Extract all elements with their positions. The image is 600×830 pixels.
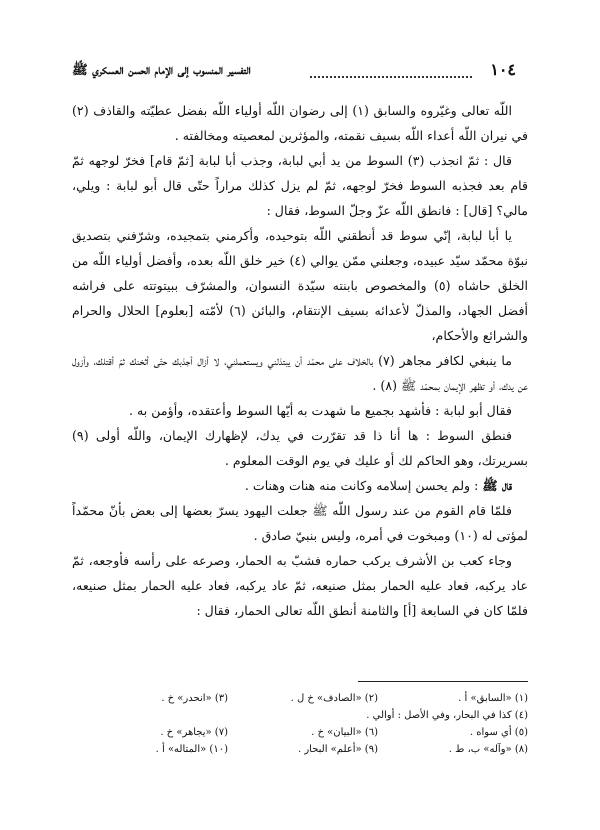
paragraph: فنطق السوط : ها أنا ذا قد تقرّرت في يدك، لإظهارك الإيمان، واللّه أولى (٩) بسريرتك، وهو الحاكم لك أو عليك في يوم الوقت المعلوم . [72,428,528,468]
footnote-separator [358,681,528,682]
footnote: (٢) «الصادف» خ ل . [290,693,378,704]
footnote: (٤) كذا في البحار، وفي الأصل : أوالي . [366,710,528,721]
paragraph-bold-lead [72,473,528,498]
footnote: (٦) «البيان» خ . [311,727,378,738]
footnote: (٣) «انحدر» خ . [161,693,228,704]
footnotes [72,690,528,758]
paragraph: يا أبا لبابة، إنّي سوط قد أنطقني اللّه بتوحيده، وأكرمني بتمجيده، وشرّفني بتصديق نبوّة محمّد سيّد عبيده، وجعلني ممّن يوالي (٤) خير خلق اللّه بعده، وأفضل أولياء اللّه من الخلق حاشاه (٥) والمخصوص بابنته سيّدة النسوان، والمشرّف ببيتوتته على فراشه أفضل الجهاد، والمذلّ لأعدائه بسيف الإنتقام، والبائن (٦) لأمّته [بعلوم] الحلال والحرام والشرائع والأحكام، [72,228,528,343]
footnote-row [72,724,528,741]
main-text [72,98,528,623]
footnote-row [72,707,528,724]
header-dotted-rule [310,76,472,78]
footnote: (٩) «أعلم» البحار . [297,744,378,755]
footnote: (٥) أي سواه . [469,727,528,738]
paragraph: فلمّا قام القوم من عند رسول اللّه ﷺ جعلت اليهود يسرّ بعضها إلى بعض بأنّ محمّداً لمؤتى له (١٠) ومبخوت في أمره، وليس بنبيّ صادق . [72,503,528,543]
paragraph: قال : ثمّ انجذب (٣) السوط من يد أبي لبابة، وجذب أبا لبابة [ثمّ قام] فخرّ لوجهه ثمّ قام بعد فجذبه السوط فخرّ لوجهه، ثمّ لم يزل كذلك مراراً حتّى قال أبو لبابة : ويلي، مالي؟ [قال] : فانطق اللّه عزّ وجلّ السوط، فقال : [72,153,528,218]
footnote: (١) «السابق» أ . [458,693,528,704]
paragraph: اللّه تعالى وغيّروه والسابق (١) إلى رضوان اللّه أولياء اللّه بفضل عطيّته والقاذف (٢) في نيران اللّه أعداء اللّه بسيف نقمته، والمؤثرين لمعصيته ومخالفته . [72,103,528,143]
paragraph: ما ينبغي لكافر مجاهر (٧) بالخلاف على محمّد أن يبتذلني ويستعملني، لا أزال أجذبك حتّى أثخنك ثمّ أقتلك، وأزول عن يدك، أو تظهر الإيمان بمحمّد ﷺ (٨) . [72,353,528,393]
paragraph-rest: : ولم يحسن إسلامه وكانت منه هنات وهنات . [244,478,483,493]
footnote: (١٠) «المتاله» أ . [155,744,228,755]
paragraph: وجاء كعب بن الأشرف يركب حماره فشبّ به الحمار، وصرعه على رأسه فأوجعه، ثمّ عاد يركبه، فعاد عليه الحمار بمثل صنيعه، ثمّ عاد يركبه، فعاد عليه الحمار بمثل صنيعه، فلمّا كان في السابعة [أ] والثامنة أنطق اللّه تعالى الحمار، فقال : [72,553,528,618]
running-title: التفسير المنسوب إلى الإمام الحسن العسكري ﷺ [72,63,251,78]
footnote-row [72,741,528,758]
bold-lead-text: قال ﷺ [482,478,512,493]
paragraph: فقال أبو لبابة : فأشهد بجميع ما شهدت به أيّها السوط وأعتقده، وأؤمن به . [129,403,512,418]
page-header [72,60,516,84]
footnote: (٨) «وآله» ب، ط . [448,744,528,755]
page-number: ١٠٤ [490,60,516,79]
footnote-row [72,690,528,707]
footnote: (٧) «يجاهر» خ . [160,727,228,738]
